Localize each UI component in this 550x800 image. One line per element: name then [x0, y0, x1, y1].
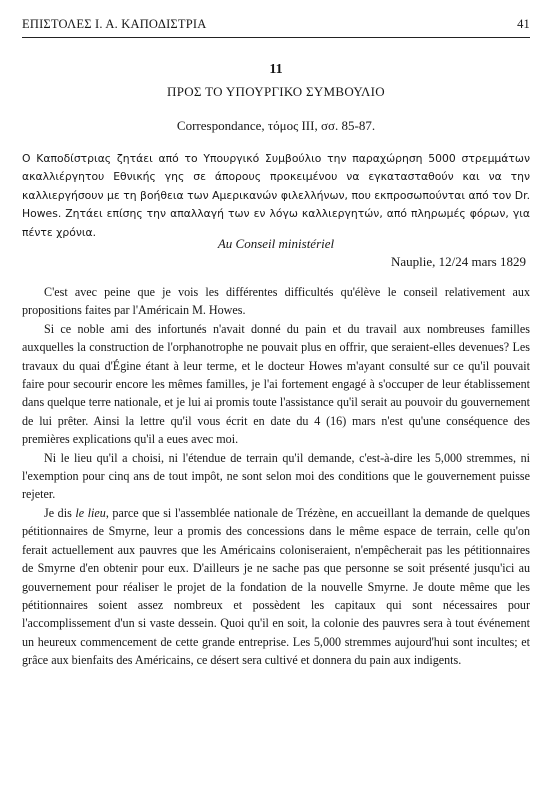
document-source: Correspondance, τόμος III, σσ. 85-87. [176, 118, 376, 133]
letter-paragraph: Ni le lieu qu'il a choisi, ni l'étendue de terrain qu'il demande, c'est-à-dire les 5,000 stremmes, ni l'exemption pour cinq ans de tout impôt, ne sont selon moi des conditions que le gouvernement puisse rejeter. [22, 450, 530, 502]
document-number: 11 [269, 62, 283, 77]
emphasized-text: le lieu [75, 505, 106, 520]
greek-summary: Ο Καποδίστριας ζητάει από το Υπουργικό Συμβούλιο την παραχώρηση 5000 στρεμμάτων ακαλλιέργητου Εθνικής γης σε άπορους προκειμένου να εγκατασταθούν και να την καλλιεργήσουν με τη βοήθεια των Αμερικανών φιλελλήνων, που εκπροσωπούνται από τον Dr. Howes. Ζητάει επίσης την απαλλαγή των εν λόγω καλλιεργητών, από πληρωμές φόρων, για πέντε χρόνια. [22, 152, 530, 239]
letter-paragraph: C'est avec peine que je vois les différentes difficultés qu'élève le conseil relativement aux propositions faites par l'Américain M. Howes. [22, 285, 530, 318]
letter-body [22, 283, 530, 670]
paragraph-text: Je dis [44, 505, 76, 520]
letter-paragraph: Si ce noble ami des infortunés n'avait donné du pain et du travail aux nombreuses familles auxquelles la construction de l'orphanotrophe ne pouvait plus en offrir, que seraient-elles devenues? Les travaux du quai d'Égine étant à leur terme, et le docteur Howes m'ayant consulté sur ce qu'il pouvait faire pour secourir encore les mêmes familles, je l'ai fortement engagé à s'occuper de leur établissement dans quelque terre nationale, et je lui ai promis toute l'assistance qu'il serait au pouvoir du gouvernement de lui prêter. Ainsi la lettre qu'il vous écrit en date du 4 (16) mars n'est qu'une conséquence des premières explications qu'il a eues avec moi. [22, 321, 530, 447]
header-rule [22, 37, 530, 38]
letter-paragraph [22, 504, 530, 670]
letter-place-date: Nauplie, 12/24 mars 1829 [390, 254, 526, 269]
page-number: 41 [517, 17, 530, 31]
letter-addressee: Au Conseil ministériel [217, 236, 335, 251]
paragraph-text: , parce que si l'assemblée nationale de Trézène, en accueillant la demande de quelques pétitionnaires de Smyrne, leur a promis des concessions dans le même espace de terrain, celle qu'on ferait actuellement aux pauvres que les Américains coloniseraient, n'empêcherait pas les pétitionnaires de Smyrne d'en obtenir pour eux. D'ailleurs je ne sache pas que personne se soit présenté jusqu'ici au gouvernement pour réaliser le projet de la fondation de la nouvelle Smyrne. Je doute même que les pétitionnaires soient assez nombreux et possèdent les capitaux qui sont nécessaires pour l'accomplissement d'un si vaste dessein. Quoi qu'il en soit, la colonie des pauvres sera à tout événement un heureux commencement de cette grande entreprise. Les 5,000 stremmes aujourd'hui sont incultes; et grâce aux bienfaits des Américains, ce désert sera cultivé et donnera du pain aux indigents. [22, 505, 530, 668]
document-heading: ΠΡΟΣ ΤΟ ΥΠΟΥΡΓΙΚΟ ΣΥΜΒΟΥΛΙΟ [167, 84, 385, 99]
book-page [22, 0, 530, 800]
running-head-title: ΕΠΙΣΤΟΛΕΣ Ι. Α. ΚΑΠΟΔΙΣΤΡΙΑ [22, 17, 207, 31]
